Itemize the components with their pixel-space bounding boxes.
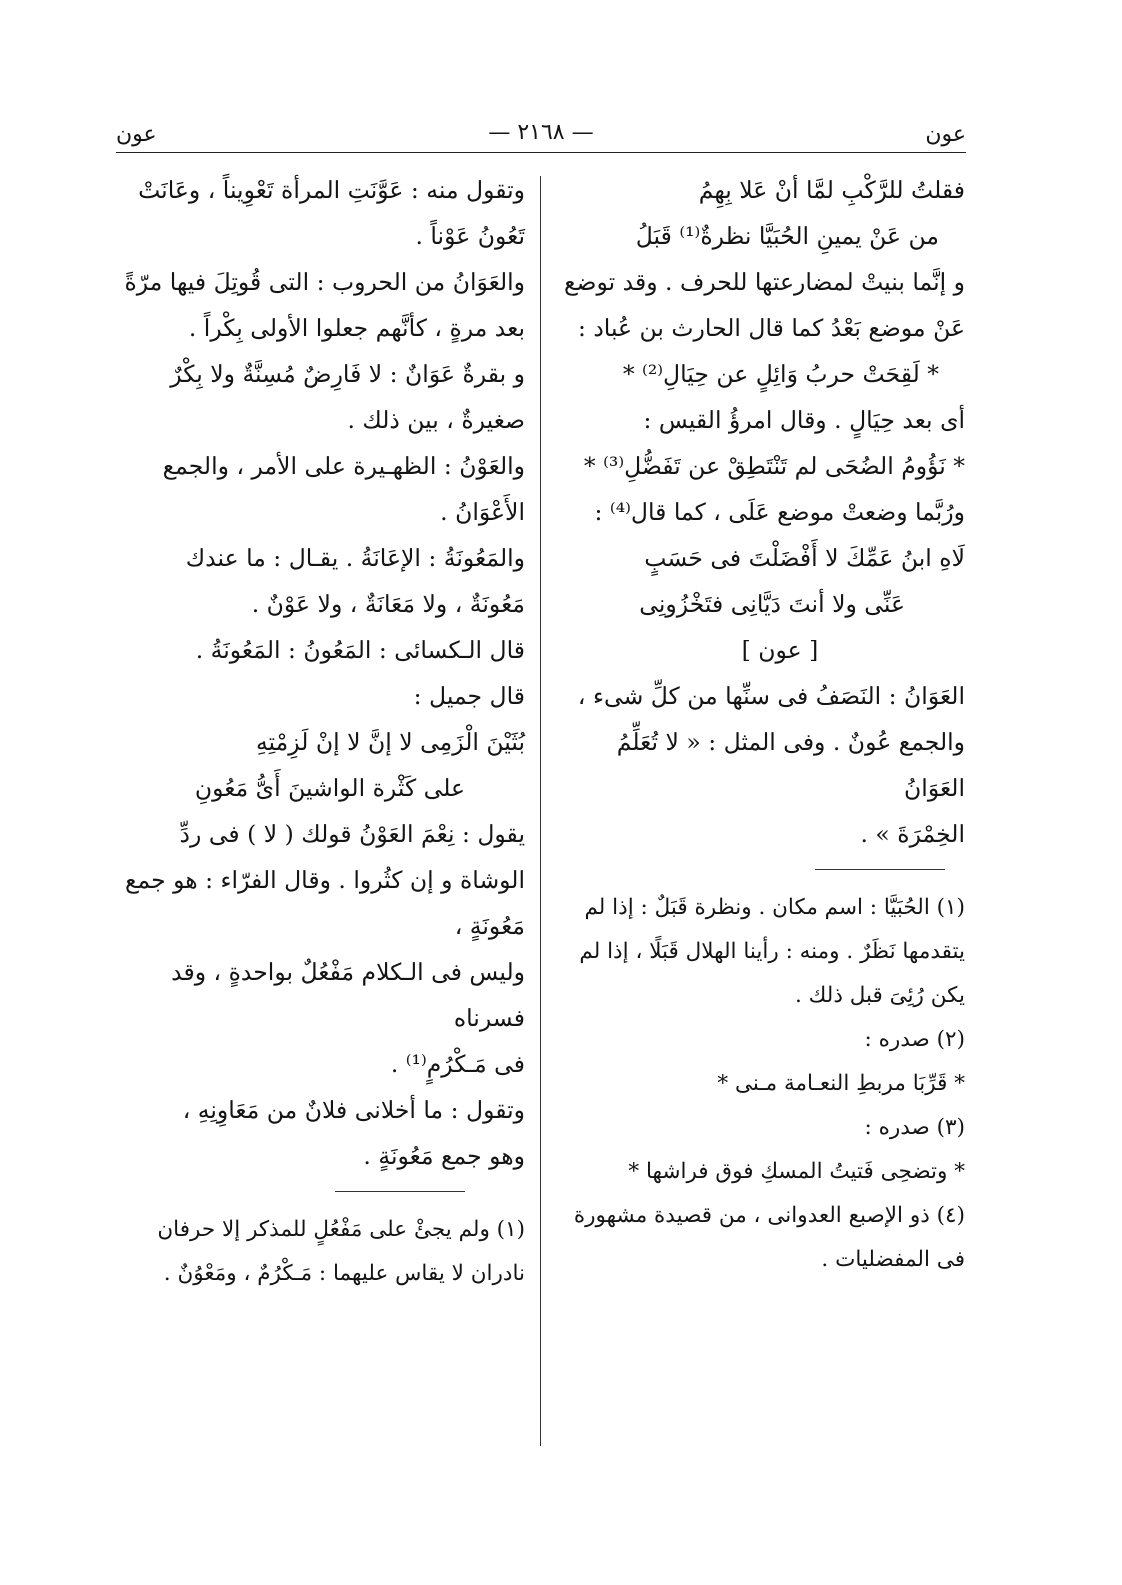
- verse-line: فقلتُ للرَّكْبِ لمَّا أنْ عَلا بِهِمُ: [698, 176, 965, 204]
- column-divider: [540, 176, 541, 1446]
- verse-line: على كَثْرة الواشينَ أَىُّ مَعُونِ: [194, 774, 465, 802]
- header-rule: [116, 152, 966, 153]
- footnote-line: (٢) صدره :: [864, 1027, 965, 1052]
- text-line: والجمع عُونٌ . وفى المثل : « لا تُعَلِّمُ العَوَانُ: [616, 728, 965, 802]
- text-line: عَنْ موضع بَعْدُ كما قال الحارث بن عُباد :: [577, 314, 965, 342]
- text-line: الأَعْوَانُ .: [440, 498, 525, 526]
- text-line: قال جميل :: [413, 682, 525, 710]
- running-headword-left: عون: [116, 122, 157, 147]
- text-line: و إنَّما بنيتْ لمضارعتها للحرف . وقد توضع: [564, 268, 965, 296]
- footnote-line: (١) الحُبَيَّا : اسم مكان . ونظرة قَبَلٌ : إذا لم: [584, 895, 965, 920]
- text-line: تَعُونُ عَوْناً .: [415, 222, 525, 250]
- footnote-rule: [815, 869, 945, 870]
- verse-line: بُثَيْنَ الْزَمِى لا إنَّ لا إنْ لَزِمْتِهِ: [255, 728, 525, 756]
- page-number: — ٢١٦٨ —: [488, 120, 594, 145]
- verse-line: * نَؤُومُ الضُحَى لم تَنْتَطِقْ عن تَفَضُّلِ⁽³⁾ *: [583, 452, 965, 480]
- text-line: و بقرةٌ عَوَانٌ : لا فَارِضٌ مُسِنَّةٌ ولا بِكْرٌ: [170, 360, 525, 388]
- text-line: وليس فى الـكلام مَفْعُلٌ بواحدةٍ ، وقد فسرناه: [171, 958, 525, 1032]
- footnote-line: (١) ولم يجئْ على مَفْعُلٍ للمذكر إلا حرفان: [157, 1217, 525, 1242]
- footnote-line: نادران لا يقاس عليهما : مَـكْرُمٌ ، ومَعْوُنٌ .: [163, 1261, 525, 1286]
- text-line: وهو جمع مَعُونَةٍ .: [363, 1142, 525, 1170]
- footnote-line: * وتضحِى فَتيتُ المسكِ فوق فراشها *: [628, 1159, 965, 1184]
- page-header: [116, 118, 966, 154]
- text-line: بعد مرةٍ ، كأنَّهم جعلوا الأولى بِكْراً .: [188, 314, 525, 342]
- verse-line: عَنِّى ولا أنتَ دَيَّانِى فتَخْزُونِى: [639, 590, 905, 618]
- text-line: صغيرةٌ ، بين ذلك .: [347, 406, 525, 434]
- text-line: وتقول : ما أخلانى فلانٌ من مَعَاوِنِهِ ،: [182, 1096, 525, 1124]
- verse-line: من عَنْ يمينِ الحُبَيَّا نظرةٌ⁽¹⁾ قَبَلُ: [635, 222, 939, 250]
- text-line: الوشاة و إن كثُروا . وقال الفرّاء : هو جمع مَعُونَةٍ ،: [125, 866, 525, 940]
- text-line: فى مَـكْرُمٍ⁽¹⁾ .: [390, 1050, 525, 1078]
- entry-heading: [ عون ]: [741, 636, 819, 664]
- footnote-rule: [335, 1191, 465, 1192]
- text-line: قال الـكسائى : المَعُونُ : المَعُونَةُ .: [195, 636, 525, 664]
- left-column: [115, 167, 525, 1296]
- footnote-line: (٤) ذو الإصبع العدوانى ، من قصيدة مشهورة: [573, 1203, 965, 1228]
- text-line: وتقول منه : عَوَّنَتِ المرأة تَعْوِيناً ، وعَانَتْ: [138, 176, 525, 204]
- text-line: والعَوْنُ : الظهـيرة على الأمر ، والجمع: [162, 452, 525, 480]
- footnote-line: يكن رُئِىَ قبل ذلك .: [795, 983, 965, 1008]
- text-line: ورُبَّما وضعتْ موضع عَلَى ، كما قال⁽⁴⁾ :: [594, 498, 965, 526]
- text-line: يقول : نِعْمَ العَوْنُ قولك ( لا ) فى ردِّ: [179, 820, 525, 848]
- footnote-line: (٣) صدره :: [864, 1115, 965, 1140]
- text-line: والمَعُونَةُ : الإعَانَةُ . يقـال : ما عندك: [185, 544, 525, 572]
- text-line: مَعُونَةٌ ، ولا مَعَانَةٌ ، ولا عَوْنٌ .: [251, 590, 525, 618]
- footnote-line: يتقدمها نَظَرٌ . ومنه : رأينا الهلال قَبَلًا ، إذا لم: [579, 939, 965, 964]
- text-line: أى بعد حِيَالٍ . وقال امرؤُ القيس :: [643, 406, 965, 434]
- text-line: والعَوَانُ من الحروب : التى قُوتِلَ فيها مرّةً: [124, 268, 525, 296]
- verse-line: لَاهِ ابنُ عَمِّكَ لا أَفْضَلْتَ فى حَسَبٍ: [644, 544, 965, 572]
- footnote-line: فى المفضليات .: [821, 1247, 965, 1272]
- text-line: العَوَانُ : النَصَفُ فى سنِّها من كلِّ شىء ،: [577, 682, 965, 710]
- right-column: [555, 167, 965, 1282]
- footnote-line: * قَرِّبَا مربطِ النعـامة مـنى *: [717, 1071, 965, 1096]
- verse-line: * لَقِحَتْ حربُ وَائِلٍ عن حِيَالِ⁽²⁾ *: [622, 360, 939, 388]
- running-headword-right: عون: [925, 122, 966, 147]
- text-line: الخِمْرَةَ » .: [860, 820, 965, 848]
